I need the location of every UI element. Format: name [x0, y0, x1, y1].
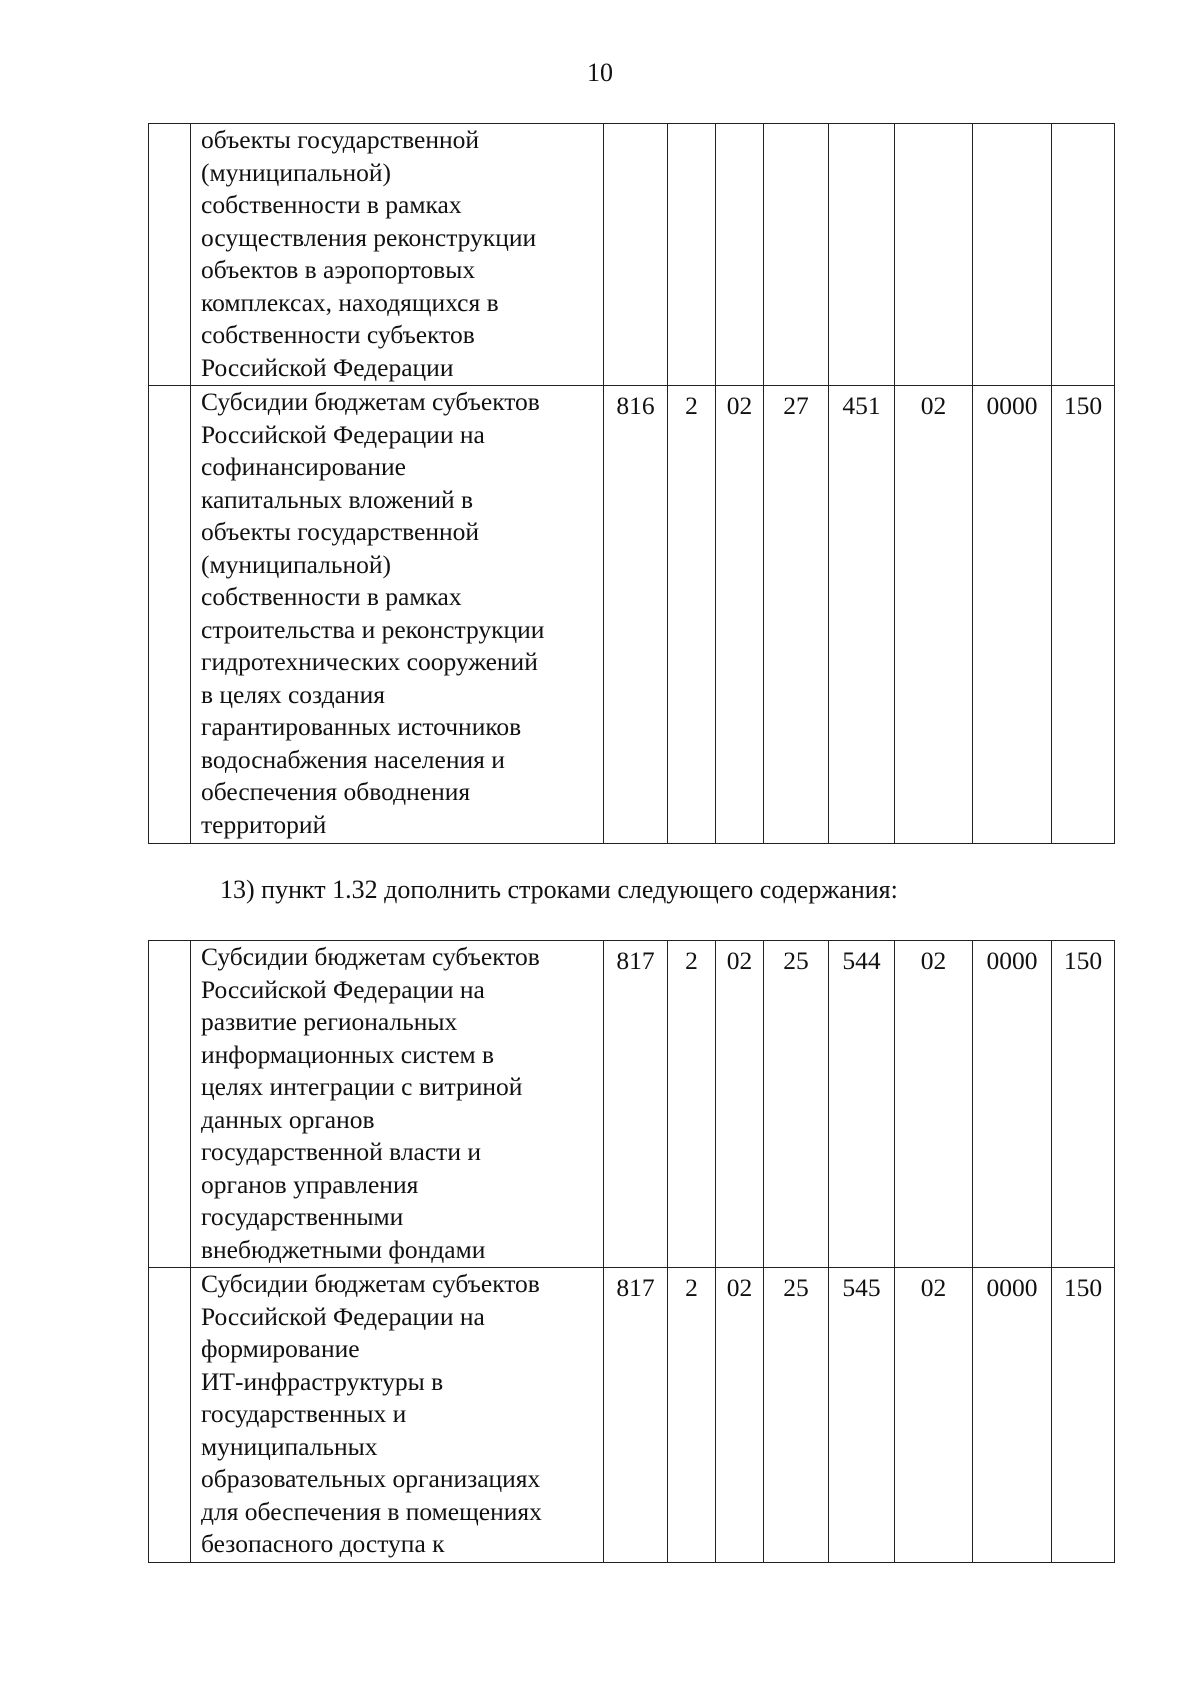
- row-number-cell: [149, 1268, 191, 1563]
- code-program: 0000: [973, 941, 1052, 1268]
- code-group: 2: [668, 1268, 716, 1563]
- code-admin: 817: [604, 941, 668, 1268]
- table-row: [149, 124, 1115, 386]
- code-classification: 150: [1052, 1268, 1115, 1563]
- code-subarticle: 451: [829, 386, 895, 844]
- budget-table-new-rows: [148, 940, 1115, 1563]
- code-subgroup: [716, 124, 764, 386]
- code-admin: 817: [604, 1268, 668, 1563]
- row-description: объекты государственной (муниципальной) собственности в рамках осуществления реконструкции объектов в аэропортовых комплексах, находящихся в собственности субъектов Российской Федерации: [191, 124, 604, 386]
- code-subgroup: 02: [716, 941, 764, 1268]
- code-element: 02: [895, 941, 973, 1268]
- code-article: 25: [764, 1268, 829, 1563]
- code-classification: [1052, 124, 1115, 386]
- row-number-cell: [149, 386, 191, 844]
- code-classification: 150: [1052, 941, 1115, 1268]
- budget-table-continued: [148, 123, 1115, 844]
- code-element: 02: [895, 386, 973, 844]
- code-program: [973, 124, 1052, 386]
- code-element: 02: [895, 1268, 973, 1563]
- code-article: 27: [764, 386, 829, 844]
- code-program: 0000: [973, 386, 1052, 844]
- code-element: [895, 124, 973, 386]
- row-number-cell: [149, 124, 191, 386]
- code-admin: 816: [604, 386, 668, 844]
- code-article: [764, 124, 829, 386]
- code-subgroup: 02: [716, 1268, 764, 1563]
- code-subgroup: 02: [716, 386, 764, 844]
- code-article: 25: [764, 941, 829, 1268]
- code-group: 2: [668, 941, 716, 1268]
- table-row: [149, 386, 1115, 844]
- code-group: [668, 124, 716, 386]
- page-number: 10: [587, 58, 613, 87]
- code-admin: [604, 124, 668, 386]
- code-subarticle: [829, 124, 895, 386]
- table-row: [149, 1268, 1115, 1563]
- code-subarticle: 544: [829, 941, 895, 1268]
- row-description: Субсидии бюджетам субъектов Российской Федерации на развитие региональных информационных систем в целях интеграции с витриной данных органов государственной власти и органов управления государственными внебюджетными фондами: [191, 941, 604, 1268]
- code-program: 0000: [973, 1268, 1052, 1563]
- code-group: 2: [668, 386, 716, 844]
- row-number-cell: [149, 941, 191, 1268]
- code-subarticle: 545: [829, 1268, 895, 1563]
- row-description: Субсидии бюджетам субъектов Российской Федерации на формирование ИТ-инфраструктуры в государственных и муниципальных образовательных организациях для обеспечения в помещениях безопасного доступа к: [191, 1268, 604, 1563]
- amendment-text: 13) пункт 1.32 дополнить строками следующего содержания:: [220, 875, 898, 904]
- row-description: Субсидии бюджетам субъектов Российской Федерации на софинансирование капитальных вложений в объекты государственной (муниципальной) собственности в рамках строительства и реконструкции гидротехнических сооружений в целях создания гарантированных источников водоснабжения населения и обеспечения обводнения территорий: [191, 386, 604, 844]
- table-row: [149, 941, 1115, 1268]
- code-classification: 150: [1052, 386, 1115, 844]
